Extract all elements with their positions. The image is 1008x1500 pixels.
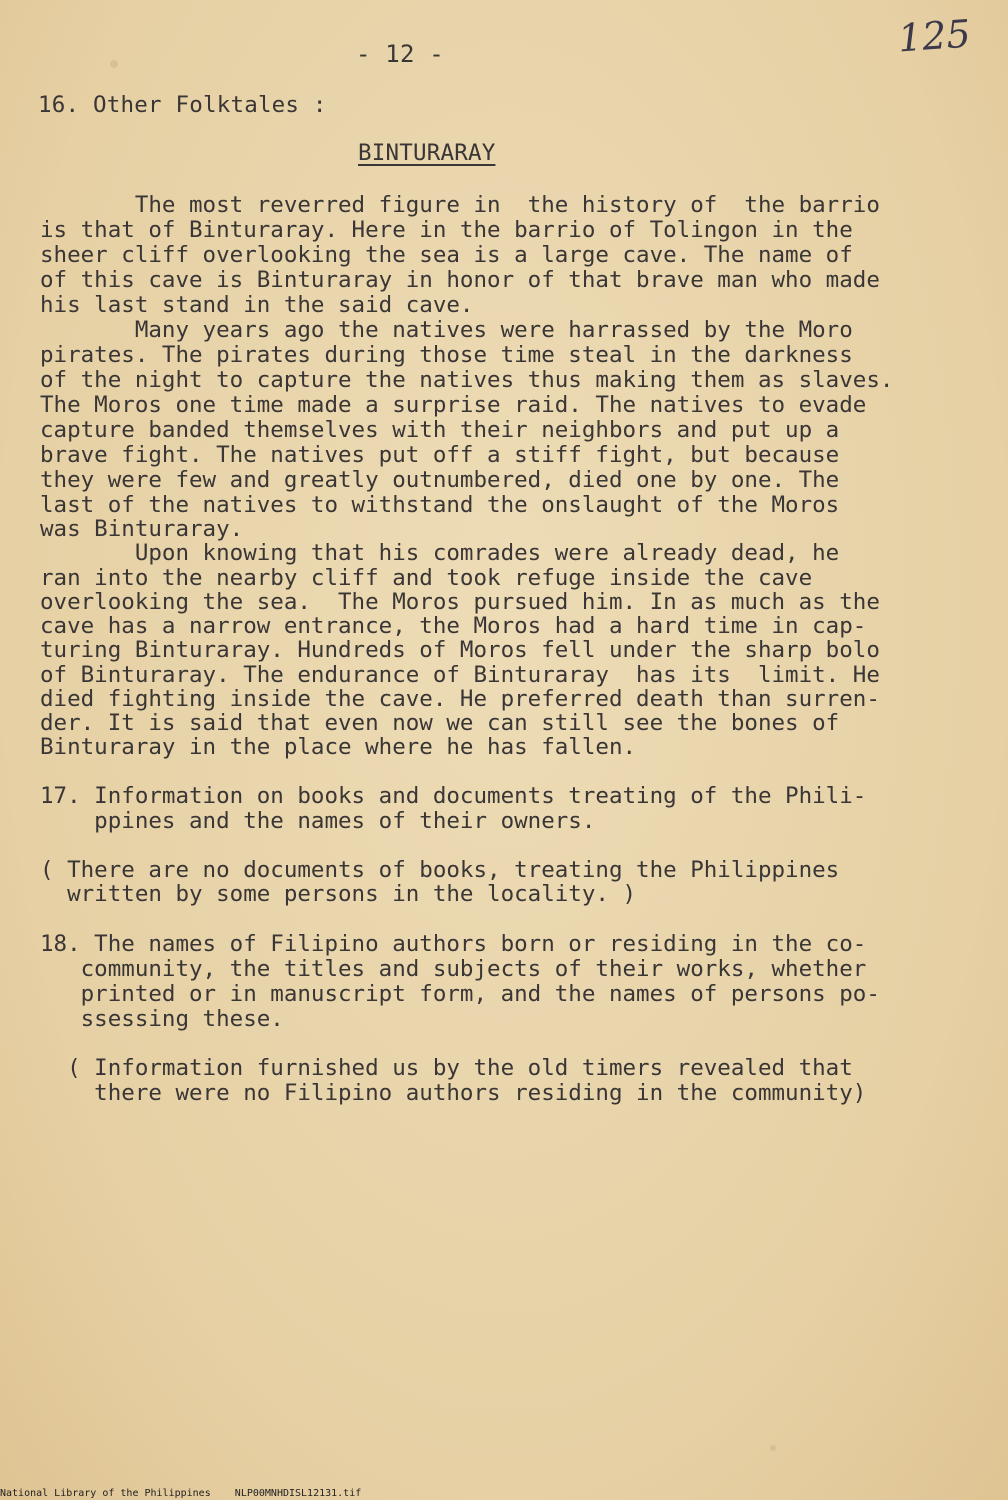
paper-stain <box>110 60 118 68</box>
text-line: Upon knowing that his comrades were already dead, he <box>40 540 840 566</box>
text-line: is that of Binturaray. Here in the barrio of Tolingon in the <box>40 217 853 243</box>
text-line: Binturaray in the place where he has fallen. <box>40 734 637 760</box>
handwritten-page-number: 125 <box>896 11 972 61</box>
text-line: of the night to capture the natives thus making them as slaves. <box>40 367 894 393</box>
paper-stain <box>770 1445 776 1451</box>
section-18-note: there were no Filipino authors residing in the community) <box>40 1080 867 1106</box>
text-line: ran into the nearby cliff and took refuge inside the cave <box>40 565 813 591</box>
text-line: The Moros one time made a surprise raid. The natives to evade <box>40 392 867 418</box>
section-17-heading: 17. Information on books and documents treating of the Phili- <box>40 783 867 809</box>
section-17-note: ( There are no documents of books, treating the Philippines <box>40 857 840 883</box>
section-17-note: written by some persons in the locality. ) <box>40 881 637 907</box>
story-title: BINTURARAY <box>358 140 496 166</box>
text-line: Many years ago the natives were harrassed by the Moro <box>40 317 853 343</box>
text-line: died fighting inside the cave. He preferred death than surren- <box>40 686 880 712</box>
text-line: cave has a narrow entrance, the Moros had a hard time in cap- <box>40 613 867 639</box>
text-line: turing Binturaray. Hundreds of Moros fell under the sharp bolo <box>40 637 880 663</box>
text-line: capture banded themselves with their neighbors and put up a <box>40 417 840 443</box>
text-line: der. It is said that even now we can still see the bones of <box>40 710 840 736</box>
section-16-heading: 16. Other Folktales : <box>38 92 327 118</box>
text-line: brave fight. The natives put off a stiff fight, but because <box>40 442 840 468</box>
text-line: sheer cliff overlooking the sea is a large cave. The name of <box>40 242 853 268</box>
page-number: - 12 - <box>356 40 444 68</box>
section-18-heading: printed or in manuscript form, and the names of persons po- <box>40 981 880 1007</box>
text-line: of this cave is Binturaray in honor of that brave man who made <box>40 267 880 293</box>
text-line: they were few and greatly outnumbered, died one by one. The <box>40 467 840 493</box>
section-17-heading: ppines and the names of their owners. <box>40 808 596 834</box>
text-line: last of the natives to withstand the onslaught of the Moros <box>40 492 840 518</box>
archive-footer: National Library of the Philippines NLP00MNHDISL12131.tif <box>0 1488 362 1499</box>
text-line: pirates. The pirates during those time steal in the darkness <box>40 342 853 368</box>
text-line: of Binturaray. The endurance of Binturaray has its limit. He <box>40 662 880 688</box>
section-18-heading: ssessing these. <box>40 1006 284 1032</box>
section-18-note: ( Information furnished us by the old timers revealed that <box>40 1055 853 1081</box>
section-18-heading: community, the titles and subjects of their works, whether <box>40 956 867 982</box>
text-line: overlooking the sea. The Moros pursued him. In as much as the <box>40 589 880 615</box>
text-line: his last stand in the said cave. <box>40 292 474 318</box>
section-18-heading: 18. The names of Filipino authors born or residing in the co- <box>40 931 867 957</box>
text-line: was Binturaray. <box>40 516 244 542</box>
text-line: The most reverred figure in the history of the barrio <box>40 192 880 218</box>
